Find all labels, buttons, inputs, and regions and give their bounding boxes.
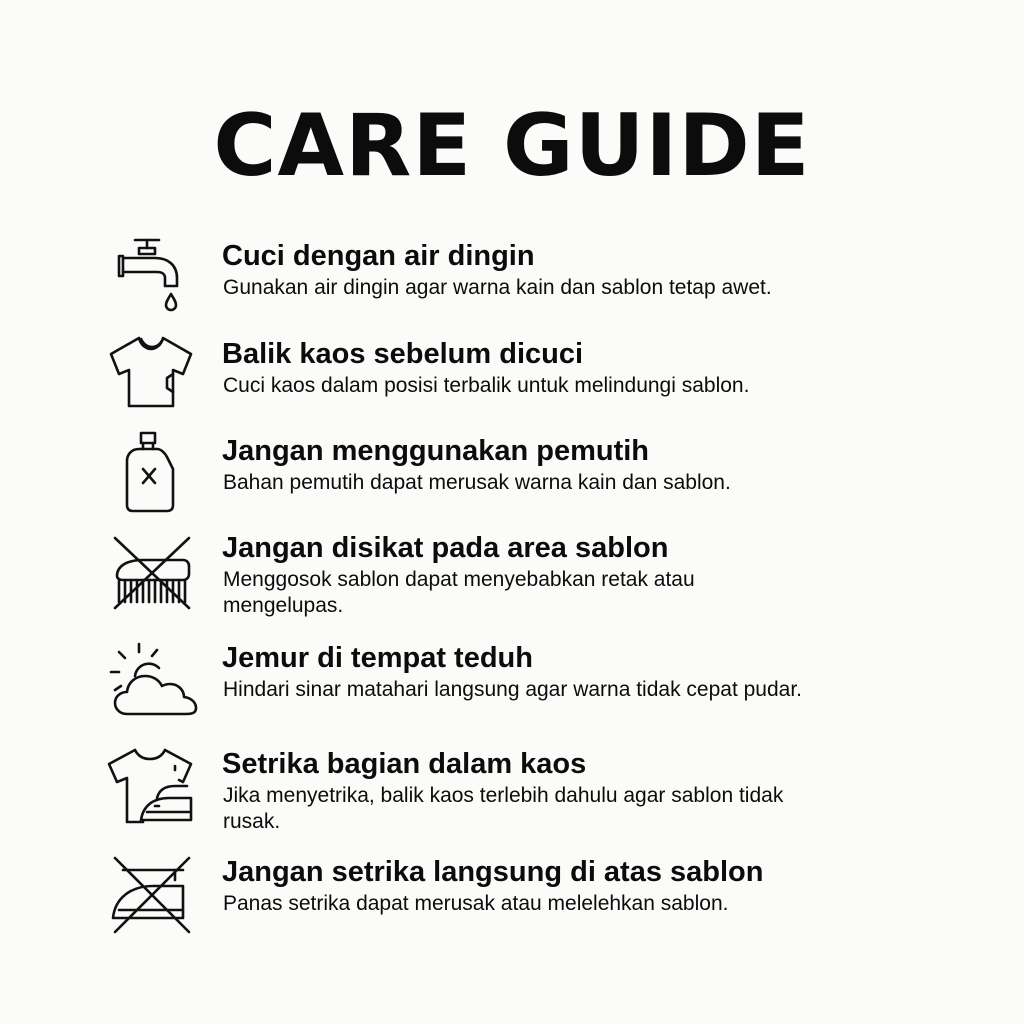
care-item-description: Hindari sinar matahari langsung agar warna tidak cepat pudar. [223,678,803,701]
care-item-heading: Cuci dengan air dingin [222,240,535,272]
care-item-heading: Jangan menggunakan pemutih [222,435,649,467]
no-iron-icon [105,852,199,946]
care-item-heading: Balik kaos sebelum dicuci [222,338,584,370]
bleach-bottle-icon [105,427,199,521]
care-item-heading: Jemur di tempat teduh [222,642,533,674]
tshirt-icon [105,330,199,424]
care-item-description: Gunakan air dingin agar warna kain dan sablon tetap awet. [223,276,772,299]
care-item-description: Panas setrika dapat merusak atau melelehkan sablon. [223,892,729,915]
care-item-heading: Setrika bagian dalam kaos [222,748,587,780]
care-item-description: Menggosok sablon dapat menyebabkan retak atau mengelupas. [223,568,695,617]
care-item-description: Cuci kaos dalam posisi terbalik untuk melindungi sablon. [223,374,750,397]
care-item-heading: Jangan setrika langsung di atas sablon [222,856,764,888]
care-item-heading: Jangan disikat pada area sablon [222,532,669,564]
faucet-cold-water-icon [105,232,199,326]
care-item-description: Bahan pemutih dapat merusak warna kain dan sablon. [223,471,731,494]
care-item-description: Jika menyetrika, balik kaos terlebih dahulu agar sablon tidak rusak. [223,784,784,833]
tshirt-iron-icon [105,740,199,834]
sun-cloud-icon [105,638,199,732]
page-title: CARE GUIDE [213,96,811,196]
no-brush-icon [105,528,199,622]
